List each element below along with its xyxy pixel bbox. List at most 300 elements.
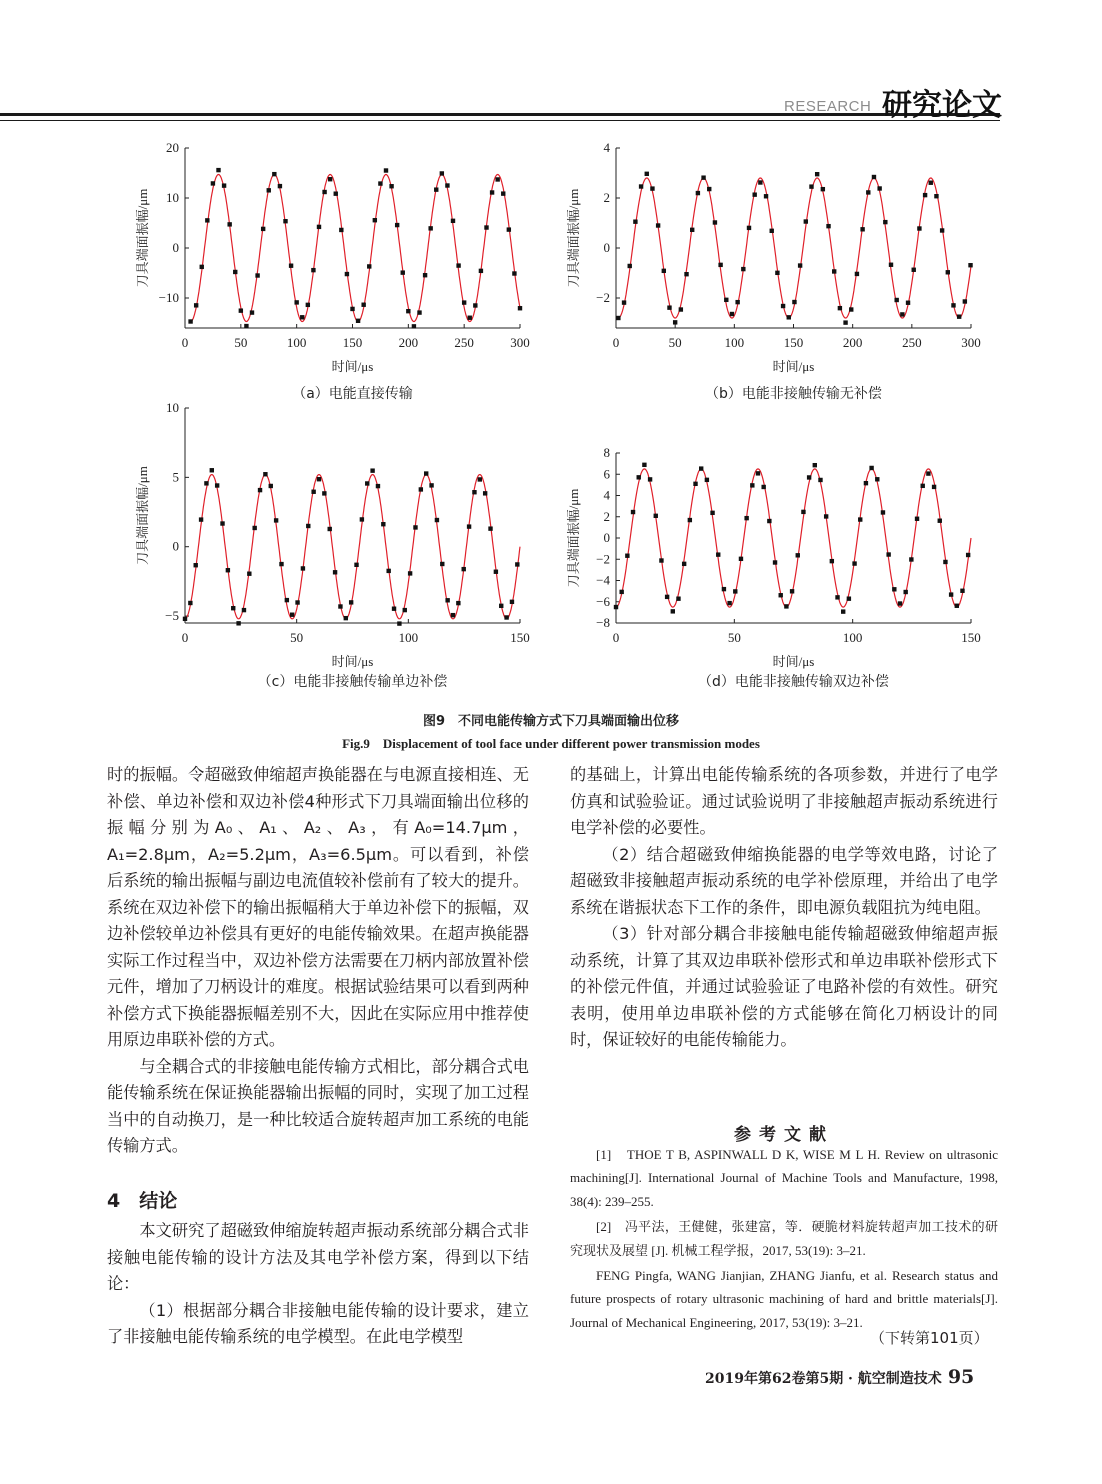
data-point [413,525,417,529]
data-point [222,183,226,187]
data-point [622,300,626,304]
x-tick-label: 150 [783,335,804,350]
data-point [699,466,703,470]
data-point [798,263,802,267]
data-point [718,263,722,267]
data-point [378,181,382,185]
subcaption-a: （a）电能直接传输 [292,386,413,402]
data-point [676,596,680,600]
data-point [926,471,930,475]
data-point [354,563,358,567]
data-point [381,522,385,526]
x-tick-label: 300 [961,335,981,350]
data-point [451,613,455,617]
data-point [752,192,756,196]
x-tick-label: 50 [290,630,304,645]
data-point [406,309,410,313]
data-point [881,510,885,514]
data-point [847,596,851,600]
x-tick-label: 100 [724,335,745,350]
data-point [807,475,811,479]
x-tick-label: 200 [842,335,863,350]
continued-note: （下转第101页） [870,1329,989,1347]
y-tick-label: −5 [165,608,179,624]
data-point [801,510,805,514]
data-point [365,481,369,485]
data-point [483,491,487,495]
paragraph: 时的振幅。令超磁致伸缩超声换能器在与电源直接相连、无补偿、单边补偿和双边补偿4种形式下刀具端面输出位移的振幅分别为A₀、A₁、A₂、A₃，有A₀=14.7μm，A₁=2.8μm，A₂=5.2μm，A₃=6.5μm。可以看到，补偿后系统的输出振幅与副边电流值较补偿前有了较大的提升。系统在双边补偿下的输出振幅稍大于单边补偿下的振幅，双边补偿较单边补偿具有更好的电能传输效果。在超声换能器实际工作过程当中，双边补偿方法需要在刀柄内部放置补偿元件，增加了刀柄设计的难度。根据试验结果可以看到两种补偿方式下换能器振幅差别不大，因此在实际应用中推荐使用原边串联补偿的方式。 [107,765,529,1049]
y-tick-label: 10 [166,400,179,415]
data-point [775,271,779,275]
data-point [295,600,299,604]
data-point [915,517,919,521]
data-point [614,605,618,609]
y-tick-label: 0 [172,538,179,554]
data-point [210,468,214,472]
references-heading: 参考文献 [734,1125,834,1145]
data-point [311,268,315,272]
x-axis-label: 时间/μs [772,654,815,669]
data-point [770,229,774,233]
reference-item: [1] THOE T B, ASPINWALL D K, WISE M L H. Review on ultrasonic machining[J]. International Journal of Machine Tools and Manufacture, 1998, 38(4): 239–255. [570,1147,998,1209]
data-point [804,219,808,223]
data-point [386,569,390,573]
x-tick-label: 200 [398,335,419,350]
data-point [792,300,796,304]
y-tick-label: −2 [596,551,610,567]
data-point [226,568,230,572]
data-point [188,319,192,323]
y-tick-label: 2 [603,190,610,205]
x-axis-label: 时间/μs [772,359,815,374]
data-point [472,490,476,494]
data-point [773,560,777,564]
page-number: 95 [947,1366,975,1388]
data-point [707,187,711,191]
data-point [830,559,834,563]
data-point [796,553,800,557]
data-point [274,518,278,522]
data-point [419,487,423,491]
data-point [679,307,683,311]
data-point [710,511,714,515]
data-point [412,324,416,328]
data-point [826,224,830,228]
data-point [645,172,649,176]
y-tick-label: −8 [596,615,610,630]
fit-curve [191,175,520,322]
data-point [705,478,709,482]
y-axis-label: 刀具端面振幅/μm [566,188,581,288]
data-point [860,227,864,231]
fit-curve [185,475,520,619]
data-point [445,183,449,187]
chart-c [130,400,550,670]
data-point [440,171,444,175]
data-point [376,484,380,488]
data-point [866,190,870,194]
data-point [338,604,342,608]
x-tick-label: 0 [181,630,189,645]
data-point [199,517,203,521]
data-point [289,264,293,268]
paragraph: （3）针对部分耦合非接触电能传输超磁致伸缩超声振动系统，计算了其双边串联补偿形式和单边串联补偿形式下的补偿元件值，并通过试验验证了电路补偿的有效性。研究表明，使用单边串联补偿的方式能够在简化刀柄设计的同时，保证较好的电能传输能力。 [570,924,998,1049]
x-tick-label: 50 [668,335,682,350]
data-point [750,483,754,487]
data-point [730,312,734,316]
data-point [467,524,471,528]
paragraph: 本文研究了超磁致伸缩旋转超声振动系统部分耦合式非接触电能传输的设计方法及其电学补偿方案，得到以下结论： [107,1221,529,1293]
x-tick-label: 150 [961,630,981,645]
data-point [488,526,492,530]
data-point [877,186,881,190]
data-point [886,552,890,556]
left-column-conclusion [107,1218,529,1351]
data-point [637,475,641,479]
data-point [211,181,215,185]
data-point [183,617,187,621]
data-point [758,180,762,184]
data-point [462,300,466,304]
data-point [843,320,847,324]
data-point [790,589,794,593]
data-point [631,510,635,514]
data-point [401,270,405,274]
header-research: RESEARCH [784,98,872,115]
data-point [869,466,873,470]
chart-b [565,140,995,380]
data-point [370,468,374,472]
data-point [499,604,503,608]
journal-issue: 2019年第62卷第5期 · 航空制造技术 [705,1371,942,1387]
data-point [671,609,675,613]
data-point [929,181,933,185]
data-point [963,299,967,303]
data-point [756,471,760,475]
y-tick-label: −2 [596,290,610,305]
data-point [360,517,364,521]
data-point [384,168,388,172]
y-tick-label: −10 [158,290,179,305]
data-point [285,598,289,602]
data-point [479,269,483,273]
data-point [724,298,728,302]
y-axis-label: 刀具端面振幅/μm [566,488,581,588]
data-point [917,226,921,230]
y-tick-label: 6 [603,466,610,482]
data-point [943,560,947,564]
data-point [272,172,276,176]
data-point [949,592,953,596]
y-tick-label: 0 [603,240,610,255]
data-point [864,481,868,485]
data-point [356,319,360,323]
data-point [367,264,371,268]
data-point [518,306,522,310]
data-point [872,175,876,179]
x-tick-label: 300 [510,335,530,350]
data-point [397,621,401,625]
data-point [639,184,643,188]
data-point [333,570,337,574]
data-point [328,527,332,531]
data-point [900,312,904,316]
data-point [242,608,246,612]
data-point [747,226,751,230]
data-point [317,477,321,481]
y-tick-label: 2 [603,508,610,524]
data-point [662,269,666,273]
data-point [435,518,439,522]
data-point [200,265,204,269]
data-point [462,567,466,571]
data-point [484,225,488,229]
data-point [267,188,271,192]
y-tick-label: 10 [166,190,179,205]
data-point [434,187,438,191]
data-point [894,298,898,302]
data-point [349,600,353,604]
data-point [403,608,407,612]
data-point [966,553,970,557]
data-point [727,601,731,605]
data-point [875,477,879,481]
data-point [205,218,209,222]
data-point [898,601,902,605]
y-tick-label: 4 [603,487,610,503]
data-point [215,483,219,487]
data-point [858,517,862,521]
data-point [322,190,326,194]
data-point [735,300,739,304]
data-point [628,264,632,268]
data-point [300,315,304,319]
data-point [247,572,251,576]
data-point [395,223,399,227]
data-point [255,273,259,277]
x-axis-label: 时间/μs [331,359,374,374]
data-point [389,184,393,188]
data-point [616,316,620,320]
data-point [494,570,498,574]
data-point [263,472,267,476]
data-point [456,601,460,605]
data-point [883,220,887,224]
y-tick-label: 20 [166,140,179,155]
subcaption-c: （c）电能非接触传输单边补偿 [257,674,448,690]
data-point [252,526,256,530]
data-point [696,191,700,195]
data-point [507,227,511,231]
data-point [456,263,460,267]
data-point [665,595,669,599]
data-point [408,571,412,575]
data-point [317,225,321,229]
y-tick-label: −4 [596,572,610,588]
data-point [682,562,686,566]
data-point [838,306,842,310]
data-point [892,587,896,591]
data-point [510,600,514,604]
data-point [654,514,658,518]
data-point [188,601,192,605]
data-point [478,477,482,481]
data-point [350,307,354,311]
x-tick-label: 150 [510,630,530,645]
data-point [244,324,248,328]
data-point [250,310,254,314]
data-point [946,270,950,274]
figure-caption-en: Fig.9 Displacement of tool face under different power transmission modes [342,736,760,751]
data-point [673,320,677,324]
data-point [818,478,822,482]
data-point [787,315,791,319]
data-point [716,552,720,556]
data-point [733,589,737,593]
data-point [334,191,338,195]
data-point [515,562,519,566]
data-point [921,484,925,488]
data-point [239,308,243,312]
data-point [932,485,936,489]
data-point [194,563,198,567]
data-point [236,621,240,625]
data-point [648,477,652,481]
data-point [306,303,310,307]
data-point [445,598,449,602]
data-point [231,606,235,610]
data-point [423,273,427,277]
data-point [227,222,231,226]
data-point [739,557,743,561]
data-point [392,607,396,611]
fit-curve [618,178,971,318]
data-point [468,316,472,320]
data-point [955,604,959,608]
data-point [821,187,825,191]
data-point [832,269,836,273]
data-point [345,272,349,276]
page-footer [705,1366,974,1388]
x-tick-label: 100 [286,335,307,350]
data-point [339,228,343,232]
figure-caption-cn: 图9 不同电能传输方式下刀具端面输出位移 [422,714,680,729]
data-point [690,228,694,232]
y-tick-label: 0 [172,240,179,255]
data-point [744,516,748,520]
data-point [306,524,310,528]
subcaption-b: （b）电能非接触传输无补偿 [705,386,882,402]
header-section-title: 研究论文 [882,88,1002,123]
data-point [824,514,828,518]
x-tick-label: 0 [612,335,620,350]
data-point [417,310,421,314]
data-point [667,305,671,309]
data-point [204,481,208,485]
data-point [659,558,663,562]
paragraph: 的基础上，计算出电能传输系统的各项参数，并进行了电学仿真和试验验证。通过试验说明了非接触超声振动系统进行电学补偿的必要性。 [570,765,998,837]
x-tick-label: 100 [398,630,419,645]
data-point [852,561,856,565]
subcaption-d: （d）电能非接触传输双边补偿 [698,674,889,690]
data-point [889,263,893,267]
data-point [960,589,964,593]
data-point [501,191,505,195]
data-point [512,271,516,275]
x-tick-label: 0 [612,630,620,645]
data-point [301,566,305,570]
data-point [968,263,972,267]
y-tick-label: 8 [603,445,610,460]
paragraph: （1）根据部分耦合非接触电能传输的设计要求，建立了非接触电能传输系统的电学模型。在此电学模型 [107,1300,529,1346]
data-point [815,172,819,176]
data-point [429,483,433,487]
y-tick-label: 0 [603,530,610,545]
data-point [784,604,788,608]
references-list [570,1143,998,1336]
chart-a [130,140,550,380]
data-point [361,303,365,307]
data-point [311,490,315,494]
data-point [278,184,282,188]
data-point [344,616,348,620]
data-point [625,554,629,558]
data-point [903,590,907,594]
x-axis-label: 时间/μs [331,654,374,669]
x-tick-label: 250 [902,335,922,350]
x-tick-label: 50 [234,335,248,350]
data-point [938,519,942,523]
data-point [841,609,845,613]
data-point [764,194,768,198]
data-point [261,227,265,231]
data-point [809,184,813,188]
data-point [451,219,455,223]
data-point [440,562,444,566]
data-point [504,615,508,619]
data-point [258,488,262,492]
data-point [633,219,637,223]
data-point [656,223,660,227]
data-point [934,194,938,198]
reference-item: FENG Pingfa, WANG Jianjian, ZHANG Jianfu, et al. Research status and future prospects of rotary ultrasonic machining of hard and brittle materials[J]. Journal of Mechanical Engineering, 2017, 53(19): 3–21. [570,1268,998,1330]
data-point [194,303,198,307]
paragraph: 与全耦合式的非接触电能传输方式相比，部分耦合式电能传输系统在保证换能器输出振幅的同时，实现了加工过程当中的自动换刀，是一种比较适合旋转超声加工系统的电能传输方式。 [107,1056,529,1155]
data-point [294,300,298,304]
data-point [779,593,783,597]
x-tick-label: 250 [454,335,474,350]
data-point [619,590,623,594]
data-point [855,272,859,276]
data-point [650,186,654,190]
data-point [428,226,432,230]
data-point [279,562,283,566]
data-point [269,484,273,488]
data-point [233,270,237,274]
x-tick-label: 100 [842,630,863,645]
data-point [909,557,913,561]
data-point [490,190,494,194]
x-tick-label: 0 [181,335,189,350]
data-point [373,218,377,222]
data-point [923,193,927,197]
x-tick-label: 150 [342,335,363,350]
data-point [688,518,692,522]
data-point [642,463,646,467]
y-axis-label: 刀具端面振幅/μm [135,466,150,565]
y-tick-label: −6 [596,593,610,609]
fit-curve [616,469,971,607]
